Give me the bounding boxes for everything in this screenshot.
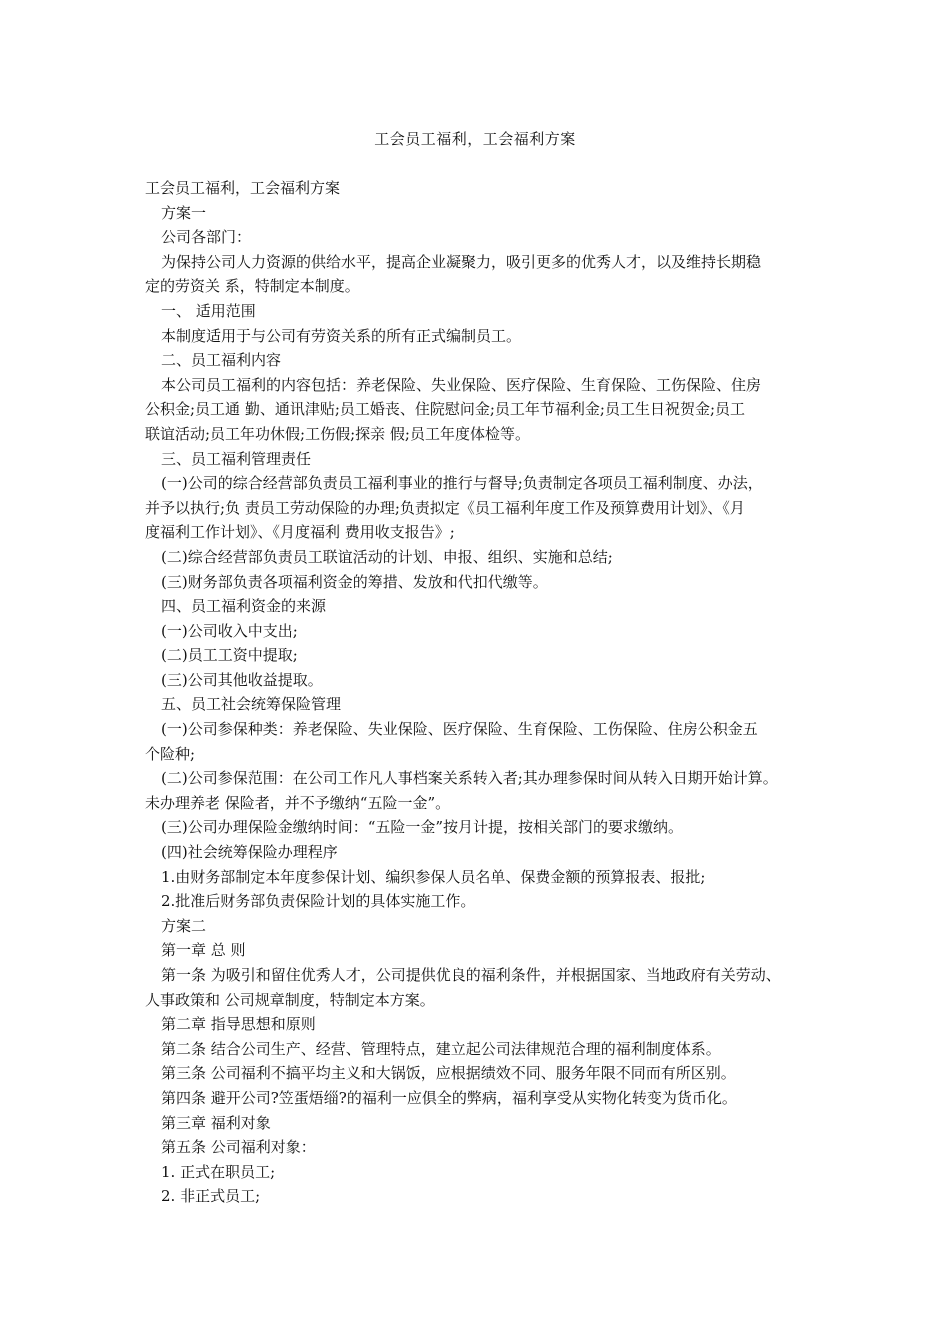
text-line: 第一章 总 则 [161, 941, 246, 960]
text-line: 第三章 福利对象 [161, 1113, 271, 1132]
text-line: (一)公司的综合经营部负责员工福利事业的推行与督导;负责制定各项员工福利制度、办法， [161, 474, 763, 493]
text-line: 四、员工福利资金的来源 [161, 597, 327, 616]
document-body [145, 176, 825, 1209]
document-title: 工会员工福利，工会福利方案 [374, 130, 576, 148]
text-line: 1. 正式在职员工; [161, 1162, 276, 1181]
text-line: 2. 非正式员工; [161, 1187, 261, 1206]
text-line: 个险种; [145, 744, 196, 763]
text-line: 本公司员工福利的内容包括：养老保险、失业保险、医疗保险、生育保险、工伤保险、住房 [161, 375, 762, 394]
text-line: (一)公司参保种类：养老保险、失业保险、医疗保险、生育保险、工伤保险、住房公积金五 [161, 720, 758, 739]
text-line: (一)公司收入中支出; [161, 621, 298, 640]
text-line: 三、员工福利管理责任 [161, 449, 312, 468]
text-line: 方案一 [161, 203, 207, 222]
text-line: 第一条 为吸引和留住优秀人才，公司提供优良的福利条件，并根据国家、当地政府有关劳动、 [161, 966, 781, 984]
text-line: 第二条 结合公司生产、经营、管理特点，建立起公司法律规范合理的福利制度体系。 [161, 1039, 721, 1058]
text-line: 为保持公司人力资源的供给水平，提高企业凝聚力，吸引更多的优秀人才，以及维持长期稳 [161, 252, 762, 271]
text-line: 工会员工福利，工会福利方案 [145, 179, 341, 197]
text-line: 公司各部门： [161, 228, 252, 247]
text-line: 公积金;员工通 勤、通讯津贴;员工婚丧、住院慰问金;员工年节福利金;员工生日祝贺金;员工 [145, 400, 746, 419]
text-line: 人事政策和 公司规章制度，特制定本方案。 [145, 990, 435, 1009]
text-line: 一、 适用范围 [161, 301, 256, 320]
text-line: 第五条 公司福利对象： [161, 1138, 316, 1157]
text-line: 2.批准后财务部负责保险计划的具体实施工作。 [161, 892, 476, 911]
text-line: (四)社会统筹保险办理程序 [161, 843, 338, 862]
text-line: 定的劳资关 系，特制定本制度。 [145, 277, 360, 296]
text-line: 1.由财务部制定本年度参保计划、编织参保人员名单、保费金额的预算报表、报批; [161, 867, 706, 886]
text-line: 联谊活动;员工年功休假;工伤假;探亲 假;员工年度体检等。 [145, 424, 530, 443]
text-line: 并予以执行;负 责员工劳动保险的办理;负责拟定《员工福利年度工作及预算费用计划》、《月 [145, 498, 745, 517]
text-line: 本制度适用于与公司有劳资关系的所有正式编制员工。 [161, 326, 522, 345]
text-line: 未办理养老 保险者，并不予缴纳“五险一金”。 [145, 793, 451, 812]
text-line: (三)公司办理保险金缴纳时间：“五险一金”按月计提，按相关部门的要求缴纳。 [161, 818, 684, 837]
text-line: 二、员工福利内容 [161, 351, 282, 370]
text-line: 第四条 避开公司?笠蛋焐缁?的福利一应俱全的弊病，福利享受从实物化转变为货币化。 [161, 1088, 737, 1107]
text-line: 方案二 [161, 916, 207, 935]
text-line: 第三条 公司福利不搞平均主义和大锅饭，应根据绩效不同、服务年限不同而有所区别。 [161, 1064, 736, 1083]
text-line: 度福利工作计划》、《月度福利 费用收支报告》; [145, 523, 455, 542]
text-line: (二)公司参保范围：在公司工作凡人事档案关系转入者;其办理参保时间从转入日期开始计算。 [161, 769, 778, 788]
text-line: 第二章 指导思想和原则 [161, 1015, 316, 1034]
text-line: 五、员工社会统筹保险管理 [161, 695, 342, 714]
text-line: (二)综合经营部负责员工联谊活动的计划、申报、组织、实施和总结; [161, 547, 613, 566]
text-line: (二)员工工资中提取; [161, 646, 298, 665]
text-line: (三)财务部负责各项福利资金的筹措、发放和代扣代缴等。 [161, 572, 548, 591]
text-line: (三)公司其他收益提取。 [161, 670, 323, 689]
